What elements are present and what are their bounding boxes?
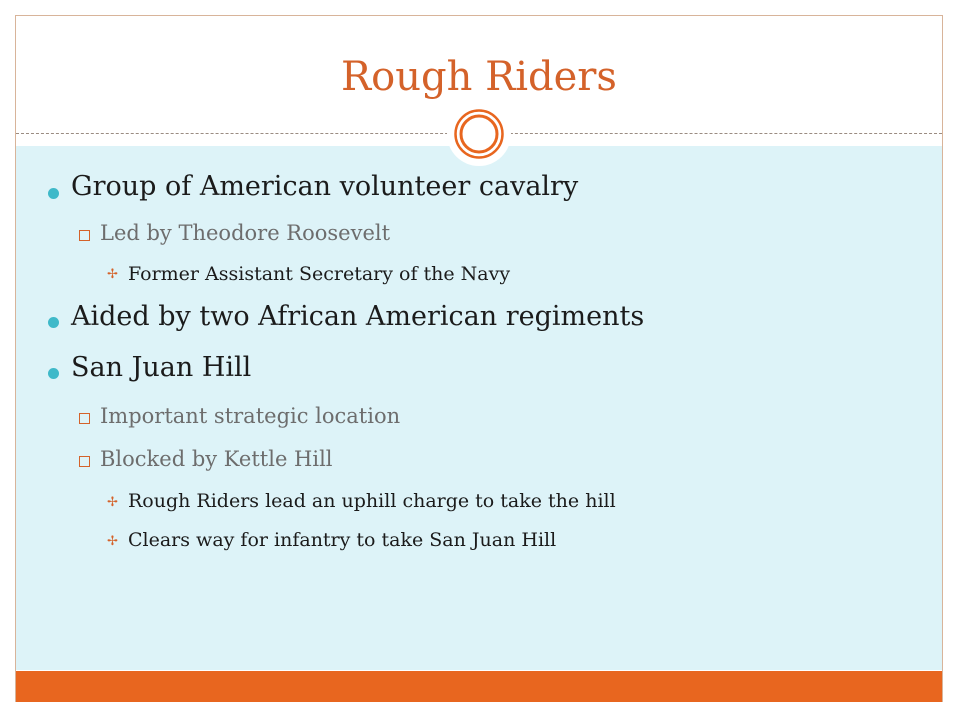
bullet-item: Aided by two African American regiments — [71, 301, 645, 332]
footer-bar — [16, 671, 942, 702]
sub-sub-bullet-item: Clears way for infantry to take San Juan Hill — [128, 529, 557, 551]
bullet-dot-icon — [48, 368, 59, 379]
bullet-square-icon — [79, 230, 90, 241]
bullet-square-icon — [79, 413, 90, 424]
double-ring-icon — [453, 108, 505, 160]
sub-bullet-item: Important strategic location — [100, 404, 401, 428]
bullet-item: San Juan Hill — [71, 352, 252, 383]
sub-sub-bullet-item: Rough Riders lead an uphill charge to take the hill — [128, 490, 616, 512]
sub-sub-bullet-item: Former Assistant Secretary of the Navy — [128, 263, 511, 285]
sub-bullet-item: Led by Theodore Roosevelt — [100, 221, 391, 245]
bullet-cross-icon: ✢ — [107, 495, 118, 510]
bullet-square-icon — [79, 456, 90, 467]
bullet-cross-icon: ✢ — [107, 534, 118, 549]
sub-bullet-item: Blocked by Kettle Hill — [100, 447, 333, 471]
content-area — [16, 146, 942, 670]
slide-title: Rough Riders — [341, 54, 617, 100]
bullet-item: Group of American volunteer cavalry — [71, 171, 579, 202]
bullet-cross-icon: ✢ — [107, 267, 118, 282]
bullet-dot-icon — [48, 317, 59, 328]
bullet-dot-icon — [48, 188, 59, 199]
